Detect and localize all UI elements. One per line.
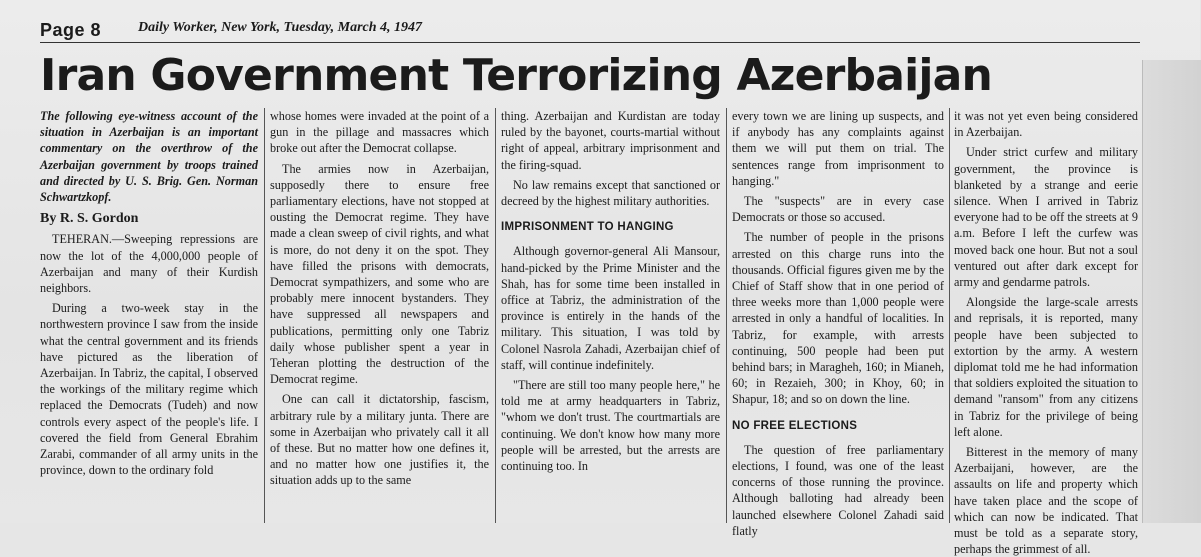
article-paragraph: The armies now in Azerbaijan, supposedly there to ensure free parliamentary elections, have not stopped at ousting the Democrat regime. They have made a clean sweep of civil rights, and what is more, do not deny it on the spot. They have filled the prisons with democrats, Democrat sympathizers, and some who are probably mere innocent bystanders. They have suppressed all newspapers and publications, permitting only one Tabriz daily whose publisher spent a year in Teheran plotting the destruction of the Democrat regime. [270, 161, 489, 387]
adjacent-column-edge [1142, 60, 1201, 523]
article-paragraph: The number of people in the prisons arrested on this charge runs into the thousands. Official figures given me by the Chief of Staff show that in one period of three weeks more than 1,000 people were arrested in only a handful of localities. In Tabriz, for example, with arrests continuing, 500 people had been put behind bars; in Maragheh, 160; in Mianeh, 60; in Rezaieh, 300; in Khoy, 60; in Shapur, 18; and so on down the line. [732, 230, 944, 407]
article-paragraph: No law remains except that sanctioned or decreed by the highest military authorities. [501, 177, 720, 209]
column-rule [949, 108, 950, 523]
subheading-elections: NO FREE ELECTIONS [732, 419, 858, 432]
article-column-4 [732, 108, 944, 538]
article-paragraph: TEHERAN.—Sweeping repressions are now the lot of the 4,000,000 people of Azerbaijan and many of their Kurdish neighbors. [40, 232, 258, 296]
article-column-3 [501, 108, 720, 523]
article-paragraph: Alongside the large-scale arrests and reprisals, it is reported, many people have been subjected to extortion by the army. A western diplomat told me he had information that soldiers exploited the situation to demand "ransom" from any citizens in Tabriz for the privilege of being left alone. [954, 295, 1138, 439]
article-paragraph: "There are still too many people here," he told me at army headquarters in Tabriz, "whom we don't trust. The courtmartials are continuing. We don't know how many more people will be arrested, but the arrests are continuing too. In [501, 378, 720, 474]
article-column-5 [954, 108, 1138, 557]
article-column-2 [270, 108, 489, 523]
article-paragraph: whose homes were invaded at the point of a gun in the pillage and massacres which broke out after the Democrat collapse. [270, 109, 489, 156]
article-paragraph: thing. Azerbaijan and Kurdistan are today ruled by the bayonet, courts-martial without right of appeal, arbitrary imprisonment and the firing-squad. [501, 109, 720, 172]
headline: Iran Government Terrorizing Azerbaijan [40, 50, 993, 101]
article-paragraph: Under strict curfew and military government, the province is blanketed by a strange and eerie silence. When I arrived in Tabriz everyone had to be off the streets at 9 a.m. Before I left the curfew was moved back one hour. But not a soul ventured out after dark except for army and gendarme patrols. [954, 145, 1138, 290]
subheading-imprisonment: IMPRISONMENT TO HANGING [501, 221, 674, 234]
column-rule [495, 108, 496, 523]
article-paragraph: every town we are lining up suspects, and if anybody has any complaints against them we will put them on trial. The sentences range from imprisonment to hanging." [732, 109, 944, 188]
article-paragraph: During a two-week stay in the northwestern province I saw from the inside what the central government and its friends have pictured as the liberation of Azerbaijan. In Tabriz, the capital, I observed the workings of the military regime which replaced the Democrats (Tudeh) and now controls every aspect of the people's life. I covered the field from General Ebrahim Zarabi, commander of all army units in the province, down to the ordinary fold [40, 301, 258, 478]
article-paragraph: Although governor-general Ali Mansour, hand-picked by the Prime Minister and the Shah, has for some time been installed in office at Tabriz, the administration of the province is entirely in the hands of the military. This situation, I was told by Colonel Nasrola Zahadi, Azerbaijan chief of staff, will continue indefinitely. [501, 244, 720, 372]
byline: By R. S. Gordon [40, 211, 139, 227]
article-paragraph: One can call it dictatorship, fascism, arbitrary rule by a military junta. There are some in Azerbaijan who privately call it all of these. But no matter how one defines it, and no matter how one justifies it, the situation adds up to the same [270, 392, 489, 488]
article-paragraph: Bitterest in the memory of many Azerbaijani, however, are the assaults on life and property which have taken place and the scope of which can now be indicated. That must be told as a separate story, perhaps the grimmest of all. [954, 445, 1138, 557]
top-rule [40, 42, 1140, 43]
article-column-1 [40, 108, 258, 523]
intro-paragraph: The following eye-witness account of the situation in Azerbaijan is an important commentary on the overthrow of the Azerbaijan government by troops trained and directed by U. S. Brig. Gen. Norman Schwartzkopf. [40, 109, 258, 205]
column-rule [264, 108, 265, 523]
article-paragraph: The "suspects" are in every case Democrats or those so accused. [732, 194, 944, 225]
article-paragraph: it was not yet even being considered in Azerbaijan. [954, 109, 1138, 140]
column-rule [726, 108, 727, 523]
article-paragraph: The question of free parliamentary elections, I found, was one of the least concerns of those running the province. Although balloting had already been launched elsewhere Colonel Zahadi said flatly [732, 442, 944, 538]
page-number: Page 8 [40, 20, 102, 40]
dateline: Daily Worker, New York, Tuesday, March 4, 1947 [138, 20, 423, 35]
